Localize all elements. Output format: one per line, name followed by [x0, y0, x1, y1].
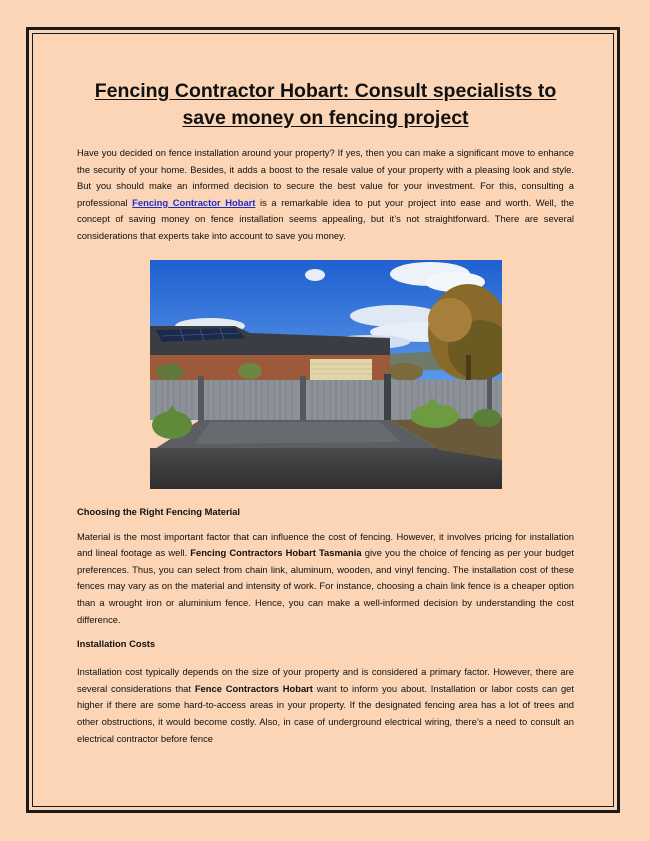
section-heading-material: Choosing the Right Fencing Material: [77, 505, 241, 517]
fence-photo-image: [150, 260, 502, 489]
document-content: [77, 78, 574, 747]
material-bold-text: Fencing Contractors Hobart Tasmania: [190, 547, 362, 559]
fence-photo: [150, 260, 502, 489]
intro-text-1: Have you decided on fence installation around your property? If yes, then you can make a significant move to enhance the security of your home. Besides, it adds a boost to the resale value of your property with a pleasing look and style. But you should make an informed decision to secure the best value for your investment. For this, consulting a professional: [77, 147, 574, 208]
installation-paragraph: [77, 664, 574, 747]
section-heading-installation: Installation Costs: [77, 638, 156, 650]
material-paragraph: [77, 529, 574, 629]
material-text-2: give you the choice of fencing as per your budget preferences. Thus, you can select from chain link, aluminum, wooden, and vinyl fencing. The installation cost of these fences may vary as on the material and intensity of work. For instance, choosing a chain link fence is a cheaper option than a wrought iron or aluminium fence. Hence, you can make a well-informed decision by understanding the cost difference.: [77, 547, 575, 625]
document-title: Fencing Contractor Hobart: Consult specialists to save money on fencing project: [94, 80, 557, 129]
material-text-1: Material is the most important factor that can influence the cost of fencing. However, it involves pricing for installation and lineal footage as well.: [77, 530, 574, 559]
installation-text-2: want to inform you about. Installation or labor costs can get higher if there are some hard-to-access areas in your property. If the designated fencing area has a lot of trees and other obstructions, it would become costly. Also, in case of underground electrical wiring, there’s a need to consult an electrical contractor before fence: [77, 682, 574, 744]
fencing-contractor-hobart-link[interactable]: Fencing Contractor Hobart: [132, 196, 256, 208]
installation-bold-text: Fence Contractors Hobart: [194, 682, 313, 694]
installation-text-1: Installation cost typically depends on the size of your property and is considered a primary factor. However, there are several considerations that: [77, 666, 574, 694]
intro-text-2: is a remarkable idea to put your project into ease and worth. Well, the concept of saving money on fence installation seems appealing, but it’s not straightforward. There are several considerations that experts take into account to save you money.: [77, 196, 575, 241]
intro-paragraph: [77, 145, 574, 245]
